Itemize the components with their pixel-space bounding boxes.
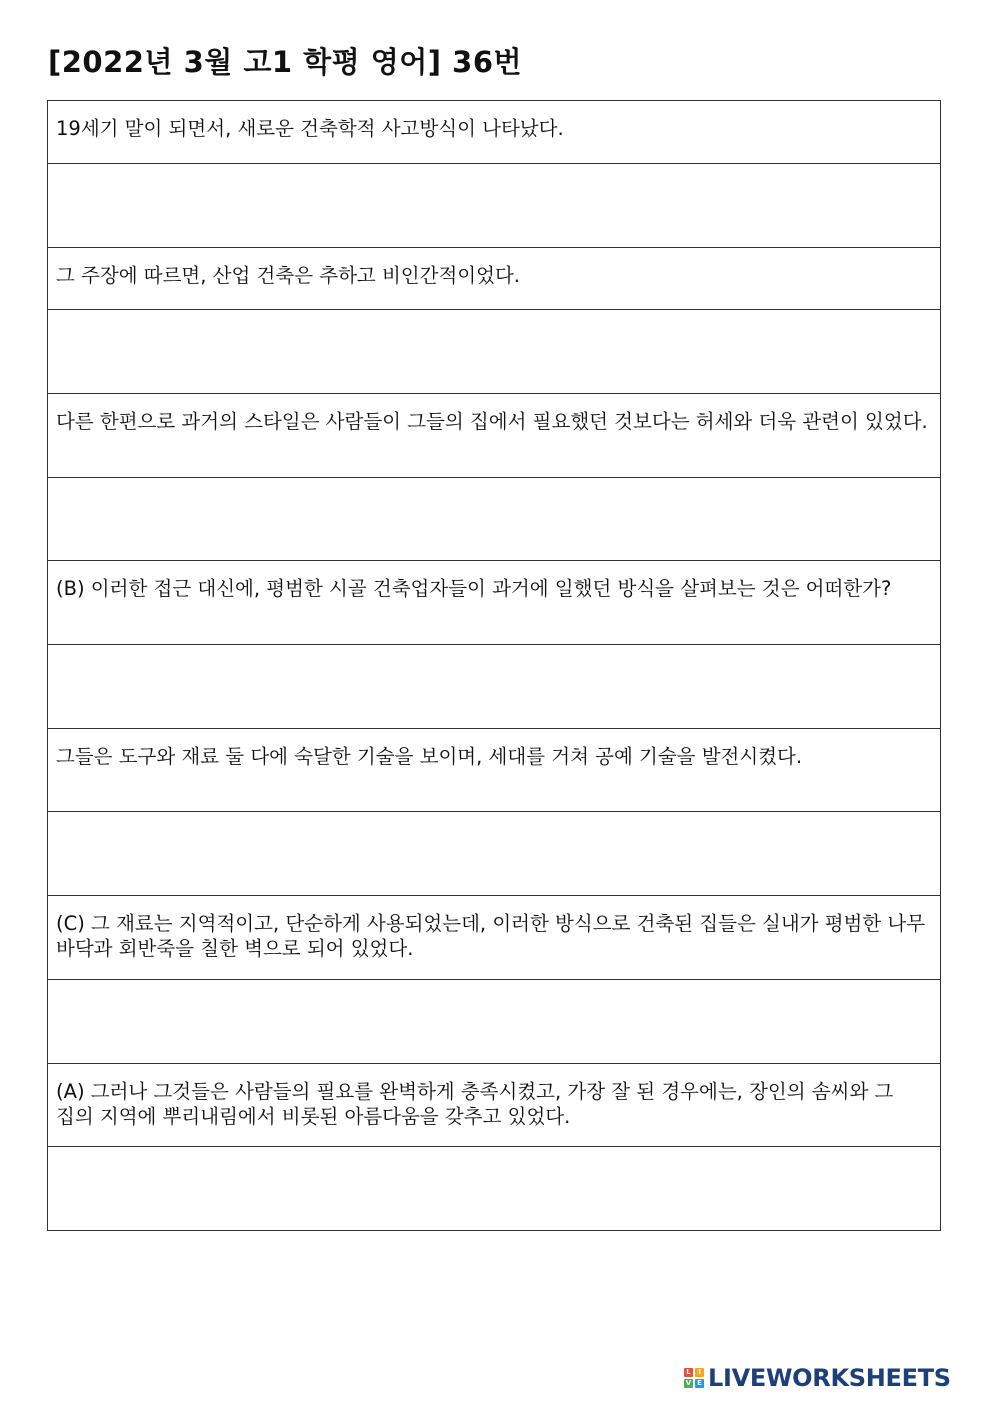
logo-wordmark: LIVEWORKSHEETS bbox=[708, 1364, 951, 1392]
logo-letter-tile: I bbox=[695, 1368, 704, 1377]
sentence-cell: 그들은 도구와 재료 둘 다에 숙달한 기술을 보이며, 세대를 거쳐 공예 기술을 발전시켰다. bbox=[48, 729, 941, 812]
sentence-row bbox=[48, 561, 941, 645]
answer-input[interactable] bbox=[56, 170, 932, 193]
logo-letter-tile: V bbox=[685, 1379, 692, 1387]
answer-row bbox=[48, 310, 941, 394]
answer-input[interactable] bbox=[56, 316, 932, 339]
sentence-row bbox=[48, 1064, 941, 1147]
sentence-row bbox=[48, 394, 941, 478]
answer-input[interactable] bbox=[56, 1153, 932, 1176]
page-title: [2022년 3월 고1 학평 영어] 36번 bbox=[48, 45, 523, 79]
sentence-row bbox=[48, 729, 941, 812]
answer-cell[interactable] bbox=[48, 645, 941, 729]
answer-row bbox=[48, 478, 941, 561]
liveworksheets-logo bbox=[684, 1363, 951, 1393]
sentence-cell: (C) 그 재료는 지역적이고, 단순하게 사용되었는데, 이러한 방식으로 건축된 집들은 실내가 평범한 나무 바닥과 회반죽을 칠한 벽으로 되어 있었다. bbox=[48, 896, 941, 980]
answer-cell[interactable] bbox=[48, 980, 941, 1064]
answer-input[interactable] bbox=[56, 484, 932, 507]
worksheet-table bbox=[47, 100, 941, 1231]
answer-row bbox=[48, 164, 941, 248]
sentence-row bbox=[48, 896, 941, 980]
sentence-row bbox=[48, 101, 941, 164]
answer-row bbox=[48, 645, 941, 729]
logo-letter-tile: L bbox=[684, 1368, 693, 1377]
logo-mark-icon bbox=[684, 1368, 704, 1388]
logo-letter-tile: E bbox=[695, 1379, 704, 1388]
answer-cell[interactable] bbox=[48, 164, 941, 248]
answer-input[interactable] bbox=[56, 651, 932, 674]
answer-row bbox=[48, 1147, 941, 1231]
answer-cell[interactable] bbox=[48, 310, 941, 394]
answer-row bbox=[48, 812, 941, 896]
sentence-cell: 다른 한편으로 과거의 스타일은 사람들이 그들의 집에서 필요했던 것보다는 허세와 더욱 관련이 있었다. bbox=[48, 394, 941, 478]
answer-cell[interactable] bbox=[48, 1147, 941, 1231]
sentence-cell: 그 주장에 따르면, 산업 건축은 추하고 비인간적이었다. bbox=[48, 248, 941, 310]
answer-row bbox=[48, 980, 941, 1064]
answer-cell[interactable] bbox=[48, 812, 941, 896]
sentence-row bbox=[48, 248, 941, 310]
sentence-cell: 19세기 말이 되면서, 새로운 건축학적 사고방식이 나타났다. bbox=[48, 101, 941, 164]
answer-cell[interactable] bbox=[48, 478, 941, 561]
sentence-cell: (B) 이러한 접근 대신에, 평범한 시골 건축업자들이 과거에 일했던 방식을 살펴보는 것은 어떠한가? bbox=[48, 561, 941, 645]
answer-input[interactable] bbox=[56, 986, 932, 1009]
answer-input[interactable] bbox=[56, 818, 932, 841]
sentence-cell: (A) 그러나 그것들은 사람들의 필요를 완벽하게 충족시켰고, 가장 잘 된 경우에는, 장인의 솜씨와 그 집의 지역에 뿌리내림에서 비롯된 아름다움을 갖추고 있었다. bbox=[48, 1064, 941, 1147]
